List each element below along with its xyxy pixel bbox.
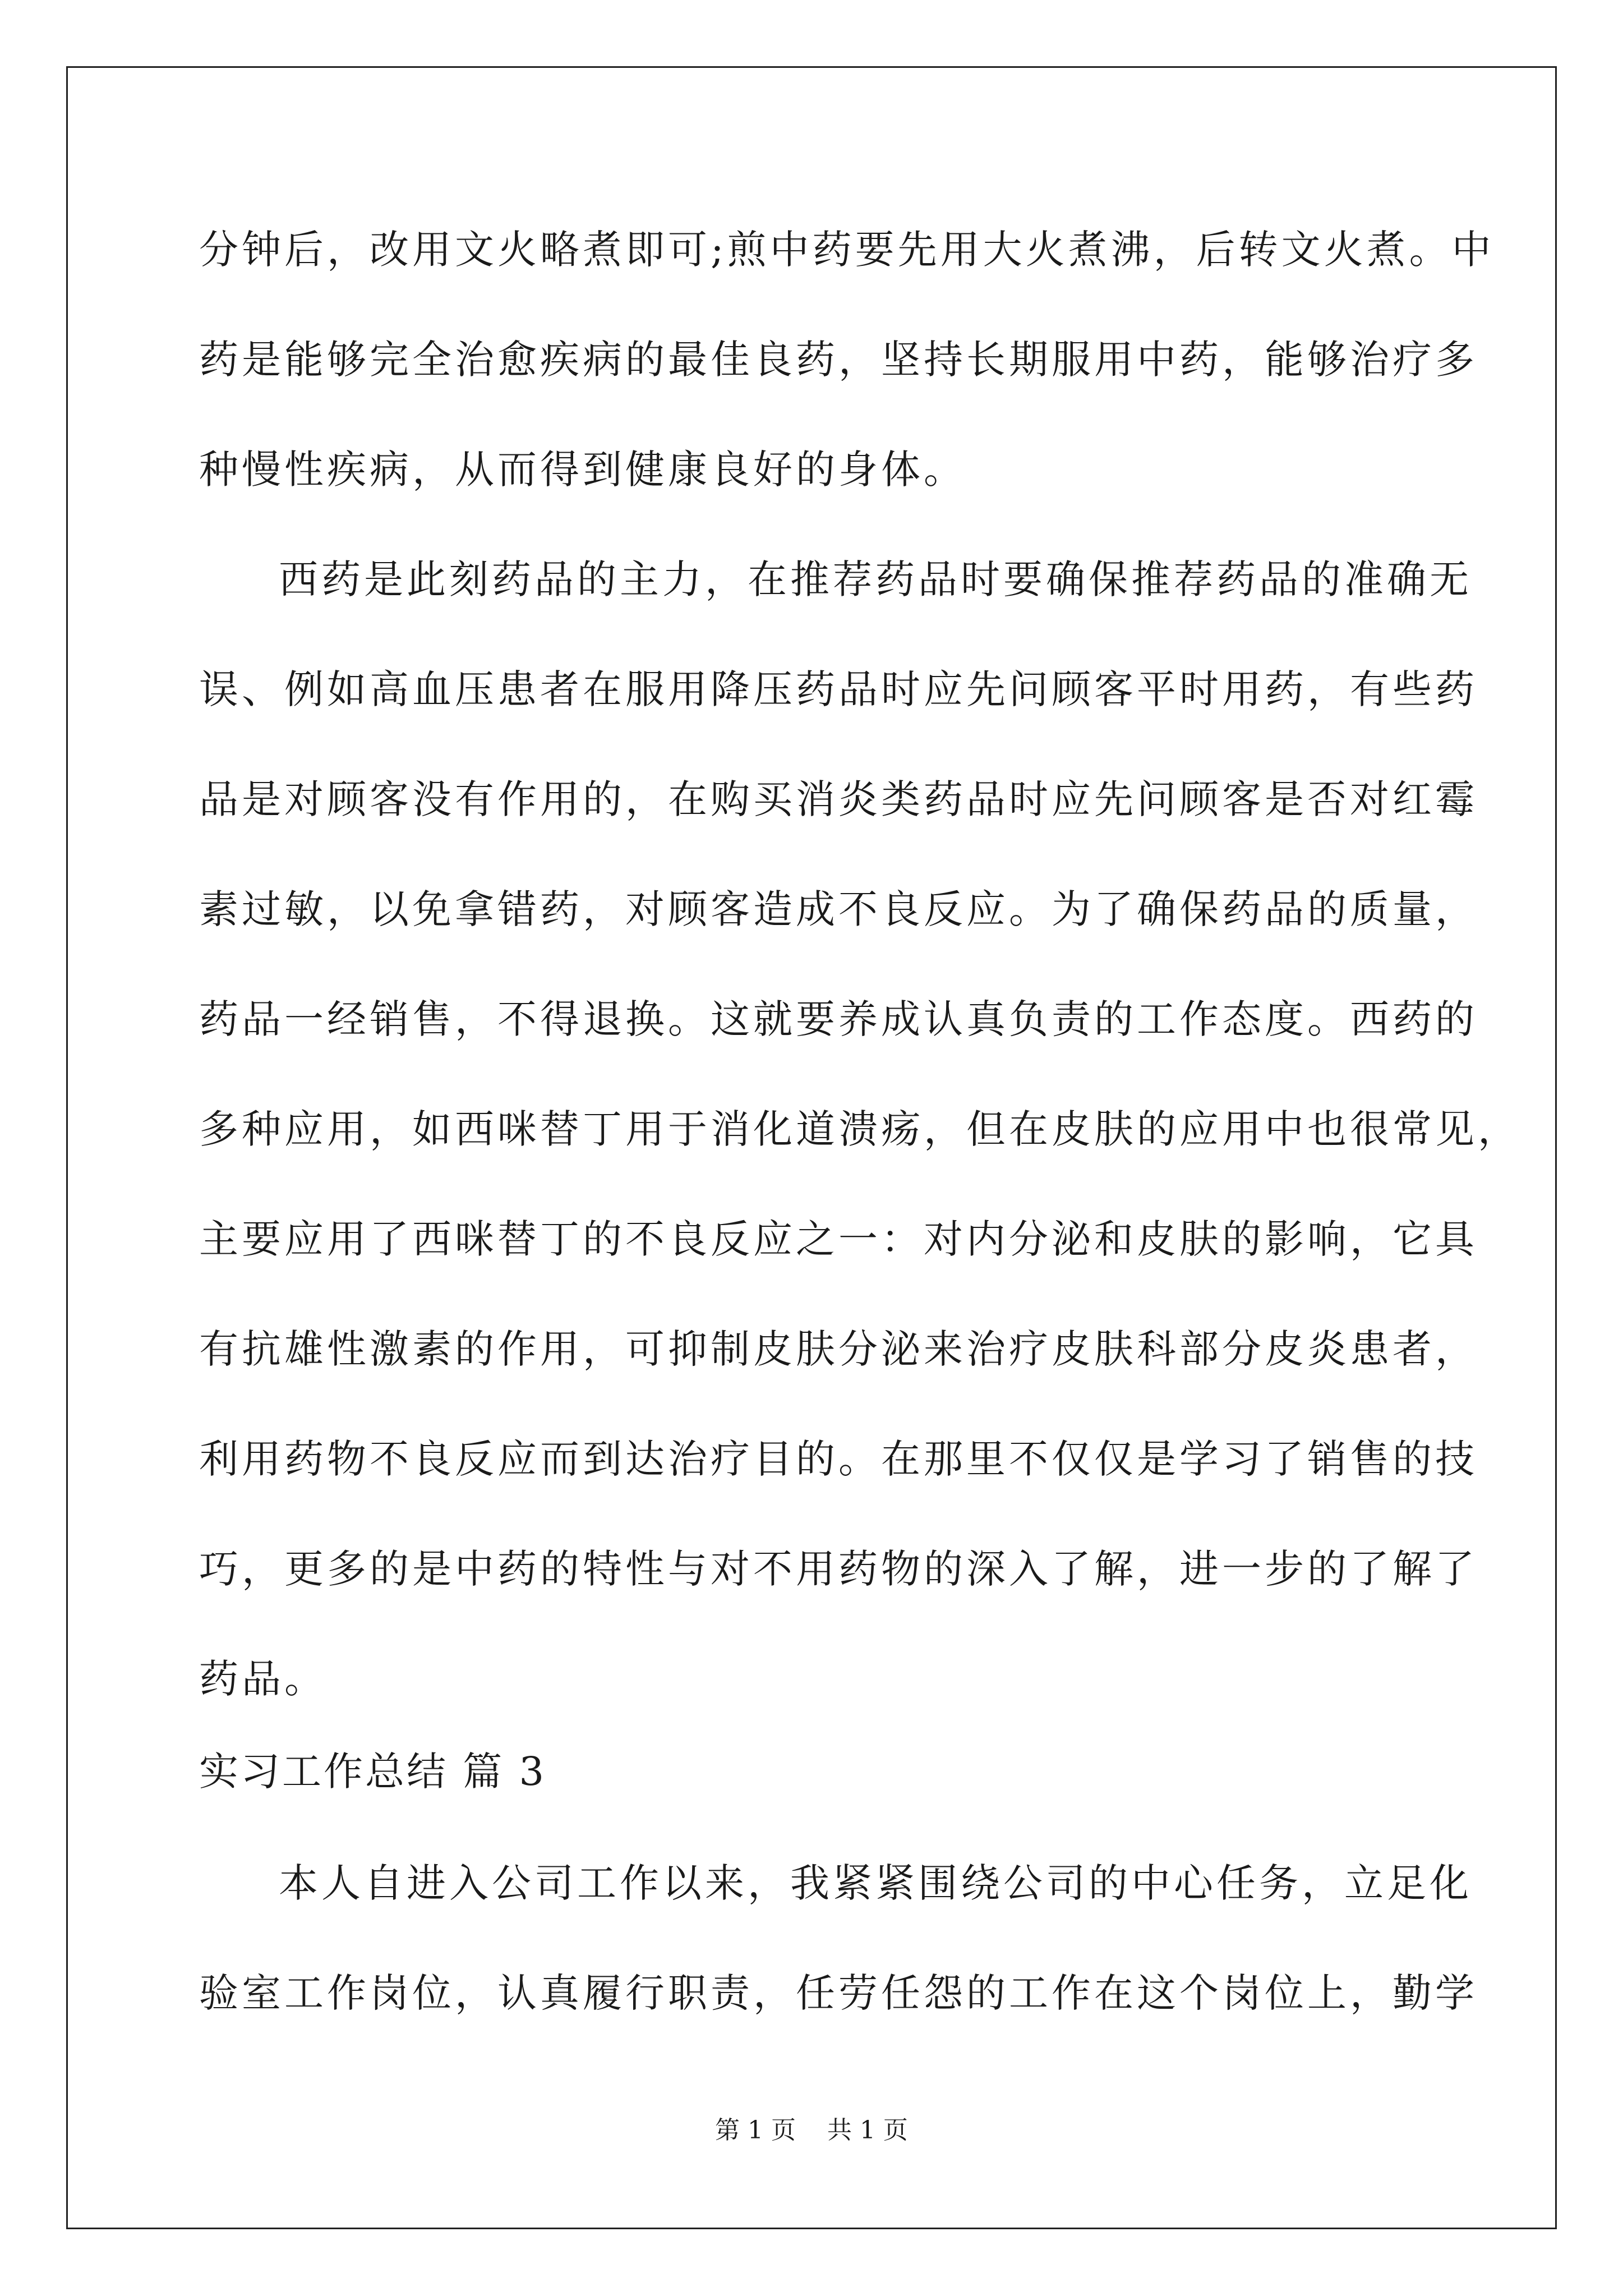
text-line: 主要应用了西咪替丁的不良反应之一：对内分泌和皮肤的影响，它具: [199, 1216, 1478, 1262]
text-line: 素过敏，以免拿错药，对顾客造成不良反应。为了确保药品的质量，: [199, 886, 1478, 932]
text-line: 药品一经销售，不得退换。这就要养成认真负责的工作态度。西药的: [199, 996, 1478, 1042]
text-line: 分钟后，改用文火略煮即可;煎中药要先用大火煮沸，后转文火煮。中: [199, 227, 1495, 273]
page-footer: [0, 2114, 1623, 2147]
text-line: 利用药物不良反应而到达治疗目的。在那里不仅仅是学习了销售的技: [199, 1436, 1478, 1482]
text-line: 巧，更多的是中药的特性与对不用药物的深入了解，进一步的了解了: [199, 1546, 1478, 1592]
text-line: 验室工作岗位，认真履行职责，任劳任怨的工作在这个岗位上，勤学: [199, 1970, 1478, 2016]
text-line: 药是能够完全治愈疾病的最佳良药，坚持长期服用中药，能够治疗多: [199, 337, 1478, 383]
text-line: 药品。: [199, 1656, 327, 1702]
text-line: 误、例如高血压患者在服用降压药品时应先问顾客平时用药，有些药: [199, 666, 1478, 712]
text-line: 本人自进入公司工作以来，我紧紧围绕公司的中心任务，立足化: [279, 1860, 1472, 1906]
page-number-label: 第 1 页 共 1 页: [715, 2116, 908, 2145]
text-line: 多种应用，如西咪替丁用于消化道溃疡，但在皮肤的应用中也很常见，: [199, 1106, 1520, 1152]
section-heading: 实习工作总结 篇 3: [199, 1749, 547, 1795]
text-line: 有抗雄性激素的作用，可抑制皮肤分泌来治疗皮肤科部分皮炎患者，: [199, 1326, 1478, 1372]
text-line: 种慢性疾病，从而得到健康良好的身体。: [199, 447, 966, 493]
text-line: 品是对顾客没有作用的，在购买消炎类药品时应先问顾客是否对红霉: [199, 776, 1478, 822]
text-line: 西药是此刻药品的主力，在推荐药品时要确保推荐药品的准确无: [279, 556, 1472, 602]
